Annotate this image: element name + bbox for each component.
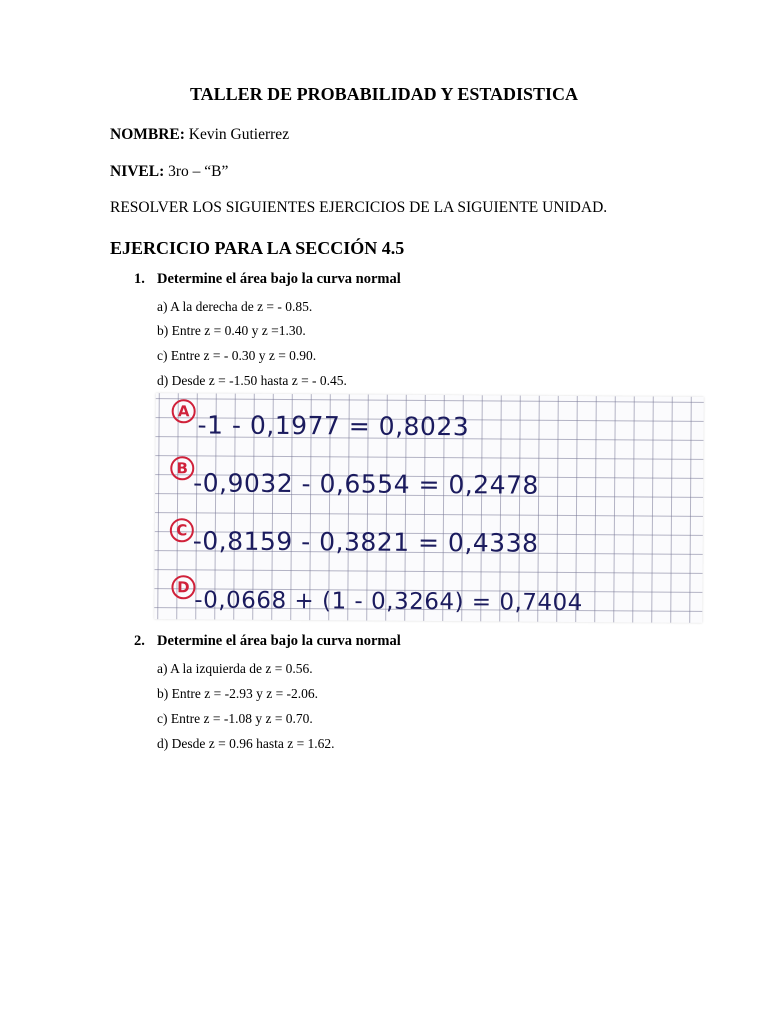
question-2-text: Determine el área bajo la curva normal <box>157 633 401 649</box>
question-1-item-d: d) Desde z = -1.50 hasta z = - 0.45. <box>157 373 347 388</box>
handwritten-answers-image <box>154 393 704 623</box>
question-2-item-d: d) Desde z = 0.96 hasta z = 1.62. <box>157 736 335 751</box>
question-1-item-b: b) Entre z = 0.40 y z =1.30. <box>157 323 306 338</box>
answer-a-row <box>172 400 469 441</box>
answer-d-row <box>172 576 583 616</box>
answer-b-row <box>171 457 539 500</box>
nombre-value: Kevin Gutierrez <box>188 126 290 143</box>
question-2-item-c: c) Entre z = -1.08 y z = 0.70. <box>157 711 313 726</box>
answer-c-letter: C <box>176 521 188 540</box>
question-1-number: 1. <box>134 271 145 287</box>
answer-d-expression: -0,0668 + (1 - 0,3264) = 0,7404 <box>194 587 583 617</box>
answer-c-row <box>171 519 539 558</box>
nombre-label: NOMBRE: <box>110 126 185 143</box>
handwritten-answers-drawing <box>154 393 704 623</box>
answer-b-letter: B <box>176 459 189 478</box>
nivel-field <box>110 163 228 181</box>
answer-d-letter: D <box>177 578 190 597</box>
section-title: EJERCICIO PARA LA SECCIÓN 4.5 <box>110 238 405 258</box>
question-2-item-a: a) A la izquierda de z = 0.56. <box>157 661 313 676</box>
answer-c-expression: -0,8159 - 0,3821 = 0,4338 <box>192 526 539 558</box>
question-1-item-a: a) A la derecha de z = - 0.85. <box>157 299 313 314</box>
question-2-number: 2. <box>134 633 145 649</box>
answer-a-expression: -1 - 0,1977 = 0,8023 <box>197 410 470 442</box>
nivel-label: NIVEL: <box>110 163 165 180</box>
question-2-item-b: b) Entre z = -2.93 y z = -2.06. <box>157 686 319 701</box>
question-1-item-c: c) Entre z = - 0.30 y z = 0.90. <box>157 348 317 363</box>
answer-a-letter: A <box>177 402 190 421</box>
instructions: RESOLVER LOS SIGUIENTES EJERCICIOS DE LA SIGUIENTE UNIDAD. <box>110 199 608 216</box>
document-title: TALLER DE PROBABILIDAD Y ESTADISTICA <box>189 84 579 104</box>
nivel-value: 3ro – “B” <box>168 163 229 180</box>
nombre-field <box>110 126 289 144</box>
answer-b-expression: -0,9032 - 0,6554 = 0,2478 <box>193 468 539 500</box>
question-1-text: Determine el área bajo la curva normal <box>157 271 401 287</box>
